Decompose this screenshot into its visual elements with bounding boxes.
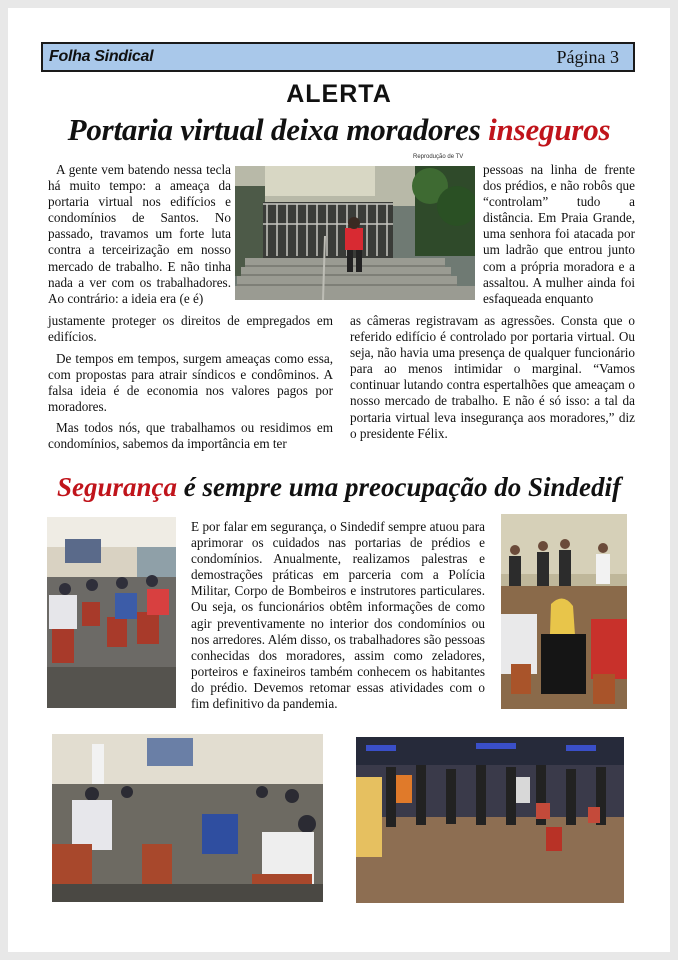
- page-header: [41, 42, 635, 72]
- section-label: ALERTA: [286, 80, 392, 108]
- headline-text: é sempre uma preocupação do Sindedif: [177, 472, 621, 502]
- lecture-photo-bottom: [52, 734, 323, 902]
- article1-paragraph-1-cont: justamente proteger os direitos de empregados em edifícios.: [48, 313, 333, 345]
- headline-highlight: inseguros: [488, 112, 611, 147]
- article1-paragraph-2: De tempos em tempos, surgem ameaças como essa, com propostas para atrair síndicos e condôminos. A falsa ideia é de economia nos valores pagos por moradores.: [48, 351, 333, 415]
- headline-text: Portaria virtual deixa moradores: [67, 112, 489, 147]
- cctv-photo: [235, 166, 475, 300]
- lecture-photo-left: [47, 517, 176, 708]
- article2-headline: [0, 472, 678, 503]
- firefighters-photo: [501, 514, 627, 709]
- article1-column2: as câmeras registravam as agressões. Consta que o referido edifício é controlado por portaria virtual. Ou seja, não havia uma presença de qualquer funcionário para ao menos intimidar o marginal. “Vamos continuar lutando contra espertalhões que ameaçam o nosso mercado de trabalho. E não é só isso: a tal da portaria virtual leva insegurança aos moradores,” diz o presidente Félix.: [350, 313, 635, 441]
- article1-paragraph-1: A gente vem batendo nessa tecla há muito tempo: a ameaça da portaria virtual nos edifícios e condomínios de Santos. No passado, travamos um forte luta contra a terceirização em nosso mercado de trabalho. E não tinha nada a ver com os trabalhadores. Ao contrário: a ideia era (e é): [48, 162, 231, 306]
- page-number: Página 3: [556, 47, 619, 67]
- publication-name: Folha Sindical: [49, 48, 154, 65]
- article1-column2-top: pessoas na linha de frente dos prédios, e não robôs que “controlam” tudo a distância. Em Praia Grande, uma senhora foi atacada por um ladrão que entrou junto com a própria moradora e a assaltou. A mulher ainda foi esfaqueada enquanto: [483, 162, 635, 306]
- article1-paragraph-3: Mas todos nós, que trabalhamos ou residimos em condomínios, sabemos da importância em ter: [48, 420, 333, 452]
- photo-credit: Reprodução de TV: [413, 154, 464, 160]
- training-photo-bottom: [356, 737, 624, 903]
- headline-highlight: Segurança: [56, 472, 178, 502]
- article-headline: [0, 112, 678, 148]
- article2-body: E por falar em segurança, o Sindedif sempre atuou para aprimorar os cuidados nas portarias de prédios e condomínios. Anualmente, realizamos palestras e demostrações práticas em parceria com a Polícia Militar, Corpo de Bombeiros e instrutores particulares. Ou seja, os funcionários obtêm informações de como agir preventivamente no interior dos condomínios ou nos arredores. Além disso, os trabalhadores são pessoas conhecidas dos moradores, assim como zeladores, porteiros e faxineiros também conhecem os habitantes do prédio. Devemos retomar essas atividades com o fim definitivo da pandemia.: [191, 519, 485, 712]
